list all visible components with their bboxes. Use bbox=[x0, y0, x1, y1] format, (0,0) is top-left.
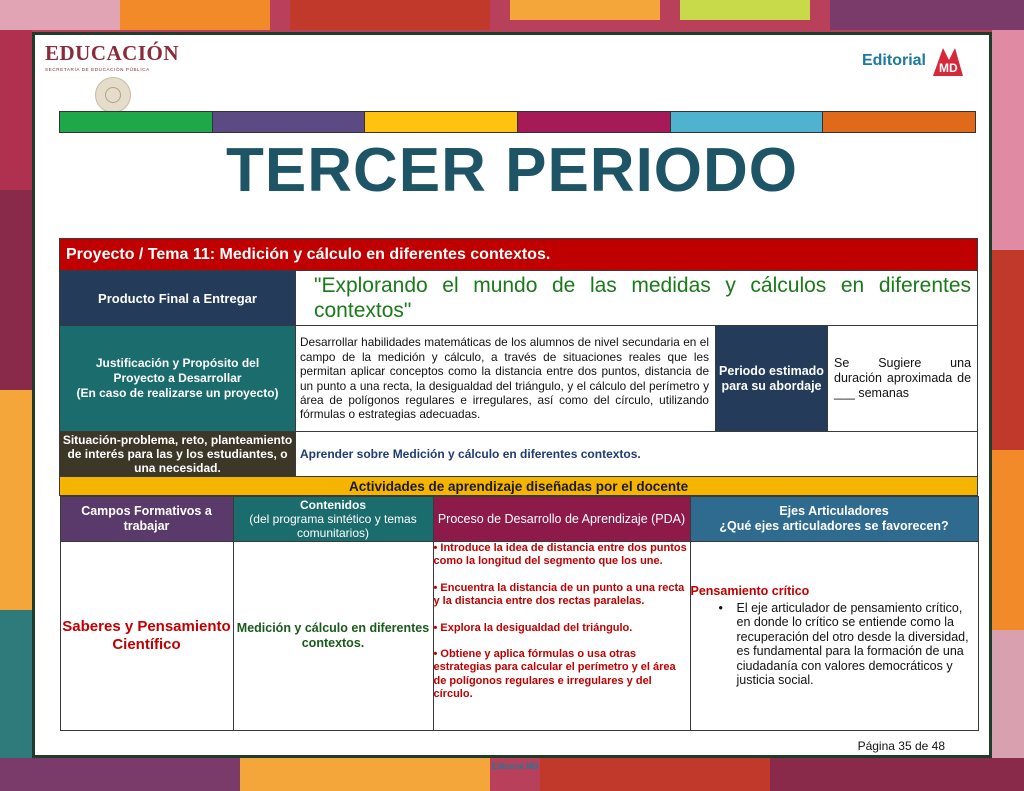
editorial-logo bbox=[862, 41, 965, 81]
situacion-label: Situación-problema, reto, planteamiento de interés para las y los estudiantes, o una necesidad. bbox=[60, 432, 296, 477]
ejes-cell bbox=[690, 542, 978, 731]
col-contenidos-header bbox=[233, 497, 433, 542]
color-bar-segment bbox=[60, 112, 213, 132]
col-ejes-subtitle: ¿Qué ejes articuladores se favorecen? bbox=[719, 519, 949, 533]
producto-value: "Explorando el mundo de las medidas y cálculos en diferentes contextos" bbox=[296, 271, 978, 326]
color-bar-segment bbox=[213, 112, 366, 132]
col-ejes-header bbox=[690, 497, 978, 542]
producto-label: Producto Final a Entregar bbox=[60, 271, 296, 326]
activities-table bbox=[60, 496, 979, 731]
pda-item: • Introduce la idea de distancia entre dos puntos como la longitud del segmento que los une. bbox=[433, 542, 687, 568]
campo-formativo: Saberes y Pensamiento Científico bbox=[60, 542, 233, 731]
project-table bbox=[59, 238, 978, 731]
justificacion-label bbox=[60, 326, 296, 432]
pda-item: • Explora la desigualdad del triángulo. bbox=[433, 621, 633, 634]
justificacion-label-line: Proyecto a Desarrollar bbox=[113, 371, 242, 385]
periodo-label: Periodo estimado para su abordaje bbox=[716, 326, 828, 432]
pda-list bbox=[433, 542, 690, 731]
color-bar-segment bbox=[671, 112, 824, 132]
contenido: Medición y cálculo en diferentes contextos. bbox=[233, 542, 433, 731]
logo-main-text: EDUCACIÓN bbox=[45, 41, 180, 65]
eje-text: El eje articulador de pensamiento crítico, en donde lo crítico se entiende como la recuperación del otro desde la diversidad, es fundamental para la formación de una ciudadanía con valores democráticos y justicia social. bbox=[736, 600, 969, 688]
justificacion-label-line: (En caso de realizarse un proyecto) bbox=[76, 386, 279, 400]
document-page bbox=[32, 32, 992, 758]
pda-item: • Obtiene y aplica fórmulas o usa otras estrategias para calcular el perímetro y el área de polígonos regulares e irregulares y del círculo. bbox=[433, 648, 676, 701]
eje-title: Pensamiento crítico bbox=[690, 583, 810, 598]
sep-logo bbox=[45, 41, 179, 72]
justificacion-value: Desarrollar habilidades matemáticas de los alumnos de nivel secundaria en el campo de la medición y cálculo, a través de situaciones reales que les permitan aplicar conceptos como la distancia entre dos puntos, distancia de un punto a una recta, la desigualdad del triángulo, y el cálculo del perímetro y área de polígonos regulares e irregulares, así como del círculo, utilizando fórmulas o estrategias adecuadas. bbox=[296, 326, 716, 432]
project-header: Proyecto / Tema 11: Medición y cálculo en diferentes contextos. bbox=[60, 239, 978, 271]
periodo-value: Se Sugiere una duración aproximada de ___ semanas bbox=[828, 326, 978, 432]
color-bar bbox=[59, 111, 976, 133]
justificacion-label-line: Justificación y Propósito del bbox=[95, 356, 260, 370]
situacion-value: Aprender sobre Medición y cálculo en diferentes contextos. bbox=[296, 432, 978, 477]
bullet-icon: • bbox=[718, 600, 723, 615]
editorial-logo-text: Editorial bbox=[861, 52, 926, 69]
col-pda-header: Proceso de Desarrollo de Aprendizaje (PDA) bbox=[433, 497, 690, 542]
col-contenidos-title: Contenidos bbox=[300, 498, 366, 512]
color-bar-segment bbox=[823, 112, 975, 132]
eje-item bbox=[691, 601, 978, 689]
page-number: Página 35 de 48 bbox=[857, 739, 945, 753]
logo-sub-text: SECRETARÍA DE EDUCACIÓN PÚBLICA bbox=[45, 67, 150, 72]
col-contenidos-subtitle: (del programa sintético y temas comunitarios) bbox=[249, 512, 417, 540]
national-seal-icon bbox=[95, 77, 131, 113]
color-bar-segment bbox=[518, 112, 671, 132]
svg-text:MD: MD bbox=[939, 61, 958, 75]
pda-item: • Encuentra la distancia de un punto a una recta y la distancia entre dos rectas paralelas. bbox=[433, 581, 685, 608]
md-logo-icon bbox=[929, 44, 965, 78]
activities-header: Actividades de aprendizaje diseñadas por el docente bbox=[60, 477, 978, 496]
col-ejes-title: Ejes Articuladores bbox=[779, 504, 889, 518]
activities-container bbox=[60, 496, 978, 732]
color-bar-segment bbox=[365, 112, 518, 132]
page-title: TERCER PERIODO bbox=[225, 136, 799, 205]
footer-logo: Editorial MD bbox=[492, 762, 539, 771]
col-campos-header: Campos Formativos a trabajar bbox=[60, 497, 233, 542]
